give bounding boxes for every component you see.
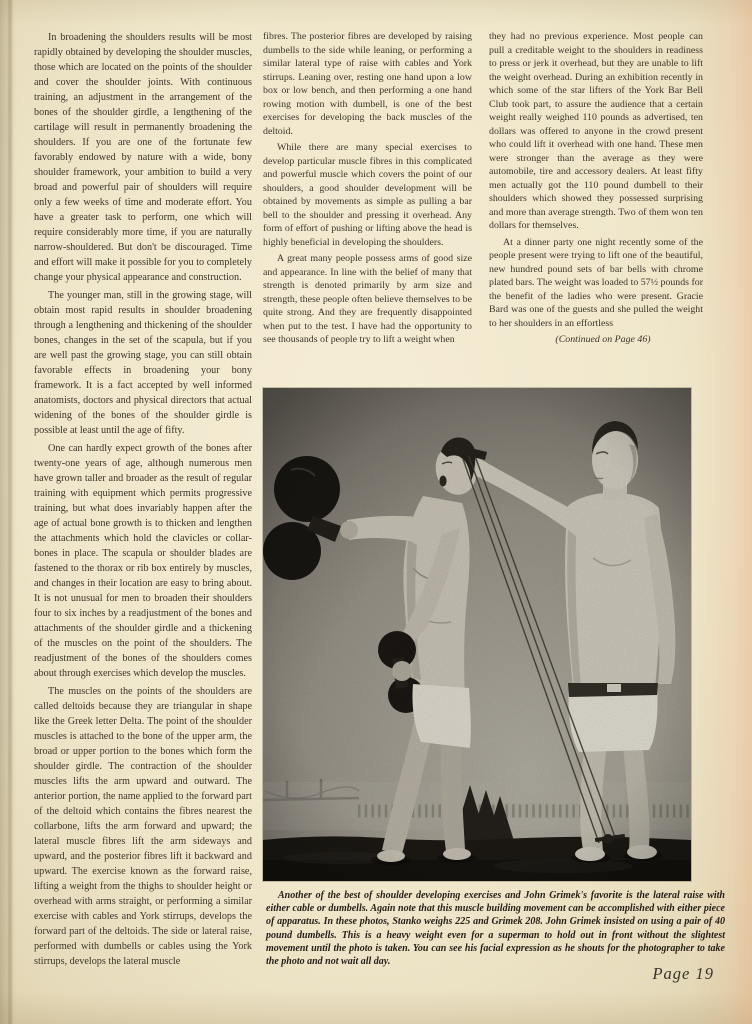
column-middle (263, 30, 472, 347)
column-right (489, 30, 703, 347)
paragraph: In broadening the shoulders results will be most rapidly obtained by developing the shoulder muscles, those which are located on the points of the shoulder and cover the shoulder joints. With continuous training, an adjustment in the arrangement of the bones of the shoulder girdle, a lengthening of the cartilage will result in permanently broadening the shoulders. If you are one of the fortunate few favorably endowed by nature with a wide, bony shoulder framework, your ambition to build a very broad and powerful pair of shoulders will require only a few weeks of time and moderate effort. You have a greater task to perform, one which will require considerably more time, if you are naturally narrow-shouldered. But don't be discouraged. Time and effort will make it possible for you to completely change your physical appearance and construction. (34, 32, 252, 283)
photo-caption-text: Another of the best of shoulder developing exercises and John Grimek's favorite is the lateral raise with either cable or dumbells. Again note that this muscle building movement can be accomplished with either piece of apparatus. In these photos, Stanko weighs 225 and Grimek 208. John Grimek insisted on using a pair of 40 pound dumbells. This is a heavy weight even for a superman to hold out in front without the slightest movement until the photo is taken. You can see his facial expression as he shouts for the photographer to take the photo and not wait all day. (266, 890, 725, 968)
column-left (34, 30, 252, 969)
continued-note: (Continued on Page 46) (555, 334, 651, 345)
paragraph: At a dinner party one night recently some of the people present were trying to lift one of the beautiful, new hundred pound sets of bar bells with chrome plated bars. The weight was loaded to 57½ pounds for the benefit of the ladies who were present. Gracie Bard was one of the guests and she pulled the weight to her shoulders in an effortless (489, 236, 704, 329)
paragraph: While there are many special exercises to develop particular muscle fibres in this complicated and powerful muscle which covers the point of our shoulders, a good shoulder development will be obtained by movements as simple as pulling a bar bell to the shoulder and pressing it overhead. Any form of effort of pushing or lifting above the head is highly beneficial in developing the shoulders. (263, 142, 472, 248)
photo-caption (266, 889, 725, 968)
paragraph: One can hardly expect growth of the bones after twenty-one years of age, although numerous men have grown taller and broader as the result of regular training with equipment which permits progressive training, but what does invariably happen after the age of actual bone growth is to thicken and lengthen the attachments which hold the clavicles or collar-bones in place. The scapula or shoulder blades are fastened to the thorax or rib box entirely by muscles, and changes in their location are easy to bring about. It is not unusual for men to broaden their shoulders four to six inches by a readjustment of the bones and attachments of the shoulder girdle and a thickening of the muscles on the point of the shoulders. The readjustment of the bones of the shoulders comes about through exercises which develop the muscles. (34, 443, 252, 679)
paragraph: The muscles on the points of the shoulders are called deltoids because they are triangular in shape like the Greek letter Delta. The point of the shoulder muscles is attached to the bone of the upper arm, the broad or upper portion to the bones which form the shoulder girdle. The contraction of the shoulder muscles lifts the arm upward and outward. The anterior portion, the name applied to the forward part of the deltoid which contains the fibres nearest the collarbone, lifts the arm forward and upward; the lateral muscle fibres lift the arm sideways and upward, and the posterior fibres lift it backward and upward. The exercise known as the forward raise, lifting a weight from the thighs to shoulder height or overhead with arms straight, or performing a similar exercise with cables and York stirrups, develops the forward part of the deltoids. The side or lateral raise, performed with dumbells or cables using the York stirrups, develops the lateral muscle (34, 686, 252, 967)
photo-grimek-stanko-lateral-raise (263, 388, 691, 881)
paragraph: A great many people possess arms of good size and appearance. In line with the belief of many that strength is denoted primarily by arm size and strength, these people often believe themselves to be quite strong. And they are frequently disappointed when put to the test. I have had the opportunity to see thousands of people try to lift a weight when (263, 253, 472, 345)
photo-illustration (263, 388, 691, 881)
paragraph: they had no previous experience. Most people can pull a creditable weight to the shoulders in readiness to press or jerk it overhead, but they are unable to lift the weight overhead. During an exhibition recently in which some of the star lifters of the York Bar Bell Club took part, to assure the audience that a certain weight really weighed 110 pounds as advertised, ten dollars was offered to anyone in the crowd present who could lift it overhead with one hand. These men were stronger than the average as they were automobile, tire and accessory dealers. At least fifty men actually got the 110 pound dumbell to their shoulders which showed they possessed surprising and more than average strength. Two of them won ten dollars for themselves. (489, 31, 703, 231)
paragraph: The younger man, still in the growing stage, will obtain most rapid results in shoulder broadening through a lengthening and thickening of the shoulder bones, changes in the set of the scapula, but if you are well past the growing stage, you can still obtain favorable effects in broadening your bony framework. It is a fact accepted by well informed anatomists, doctors and physical directors that actual widening of the bones of the shoulder girdle is possible at least until the age of fifty. (34, 290, 252, 436)
paragraph: fibres. The posterior fibres are developed by raising dumbells to the side while leaning, or performing a similar lateral type of raise with cables and York stirrups. Leaning over, resting one hand upon a low box or low bench, and then performing a one hand rowing motion with dumbell, is one of the best exercises for developing the back muscles of the deltoid. (263, 31, 472, 137)
page-number: Page 19 (652, 964, 714, 983)
